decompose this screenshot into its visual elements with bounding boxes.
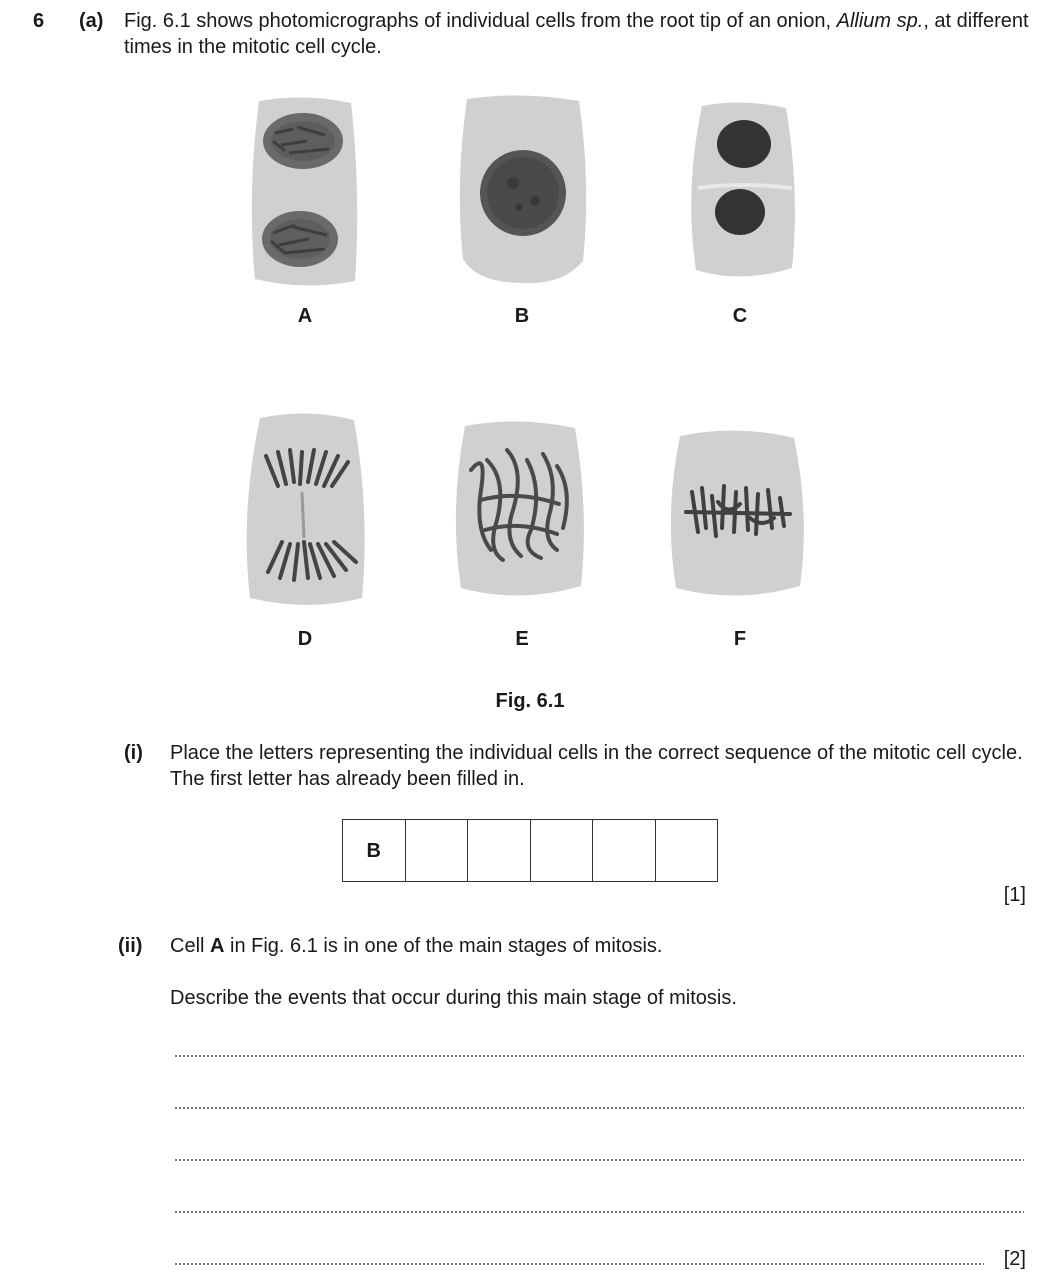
sequence-box-2[interactable] [405, 820, 468, 882]
marks-ii: [2] [1003, 1248, 1026, 1270]
cell-label-f: F [733, 628, 747, 650]
sub-question-ii-text [170, 933, 662, 959]
species-name: Allium sp. [836, 10, 924, 32]
cell-label-c: C [732, 305, 748, 327]
sequence-box-1: B [343, 820, 406, 882]
cell-label-b: B [514, 305, 530, 327]
cell-label-e: E [515, 628, 529, 650]
sub-question-i-label: (i) [124, 742, 143, 764]
sub-ii-text-end: in Fig. 6.1 is in one of the main stages of mitosis. [224, 935, 663, 957]
figure-caption: Fig. 6.1 [495, 690, 565, 712]
answer-line-4[interactable] [174, 1211, 1024, 1213]
describe-instruction: Describe the events that occur during this main stage of mitosis. [170, 987, 737, 1009]
cell-c-photomicrograph [682, 100, 802, 282]
sequence-box-6[interactable] [655, 820, 718, 882]
marks-i: [1] [1003, 884, 1026, 906]
intro-text-start: Fig. 6.1 shows photomicrographs of individual cells from the root tip of an onion, [124, 10, 837, 32]
sequence-box-4[interactable] [530, 820, 593, 882]
cell-label-a: A [297, 305, 313, 327]
cell-a-photomicrograph [245, 93, 365, 293]
sub-question-ii-label: (ii) [118, 935, 143, 957]
answer-line-5[interactable] [174, 1263, 984, 1265]
sub-question-i-text: Place the letters representing the individual cells in the correct sequence of the mitotic cell cycle. The first letter has already been filled in. [170, 742, 1023, 790]
sub-ii-text-start: Cell [170, 935, 211, 957]
sequence-answer-boxes [342, 819, 718, 882]
answer-line-3[interactable] [174, 1159, 1024, 1161]
cell-f-photomicrograph [662, 428, 812, 600]
cell-e-photomicrograph [447, 420, 592, 600]
sequence-box-5[interactable] [593, 820, 656, 882]
answer-line-2[interactable] [174, 1107, 1024, 1109]
intro-text-end: , at different times in the mitotic cell cycle. [124, 10, 1029, 58]
question-number: 6 [33, 10, 45, 32]
answer-line-1[interactable] [174, 1055, 1024, 1057]
cell-b-photomicrograph [453, 93, 593, 285]
cell-label-d: D [297, 628, 313, 650]
cell-reference: A [210, 935, 225, 957]
sequence-box-3[interactable] [468, 820, 531, 882]
part-a-label: (a) [79, 10, 104, 32]
cell-d-photomicrograph [238, 412, 373, 610]
question-intro [124, 8, 1034, 60]
